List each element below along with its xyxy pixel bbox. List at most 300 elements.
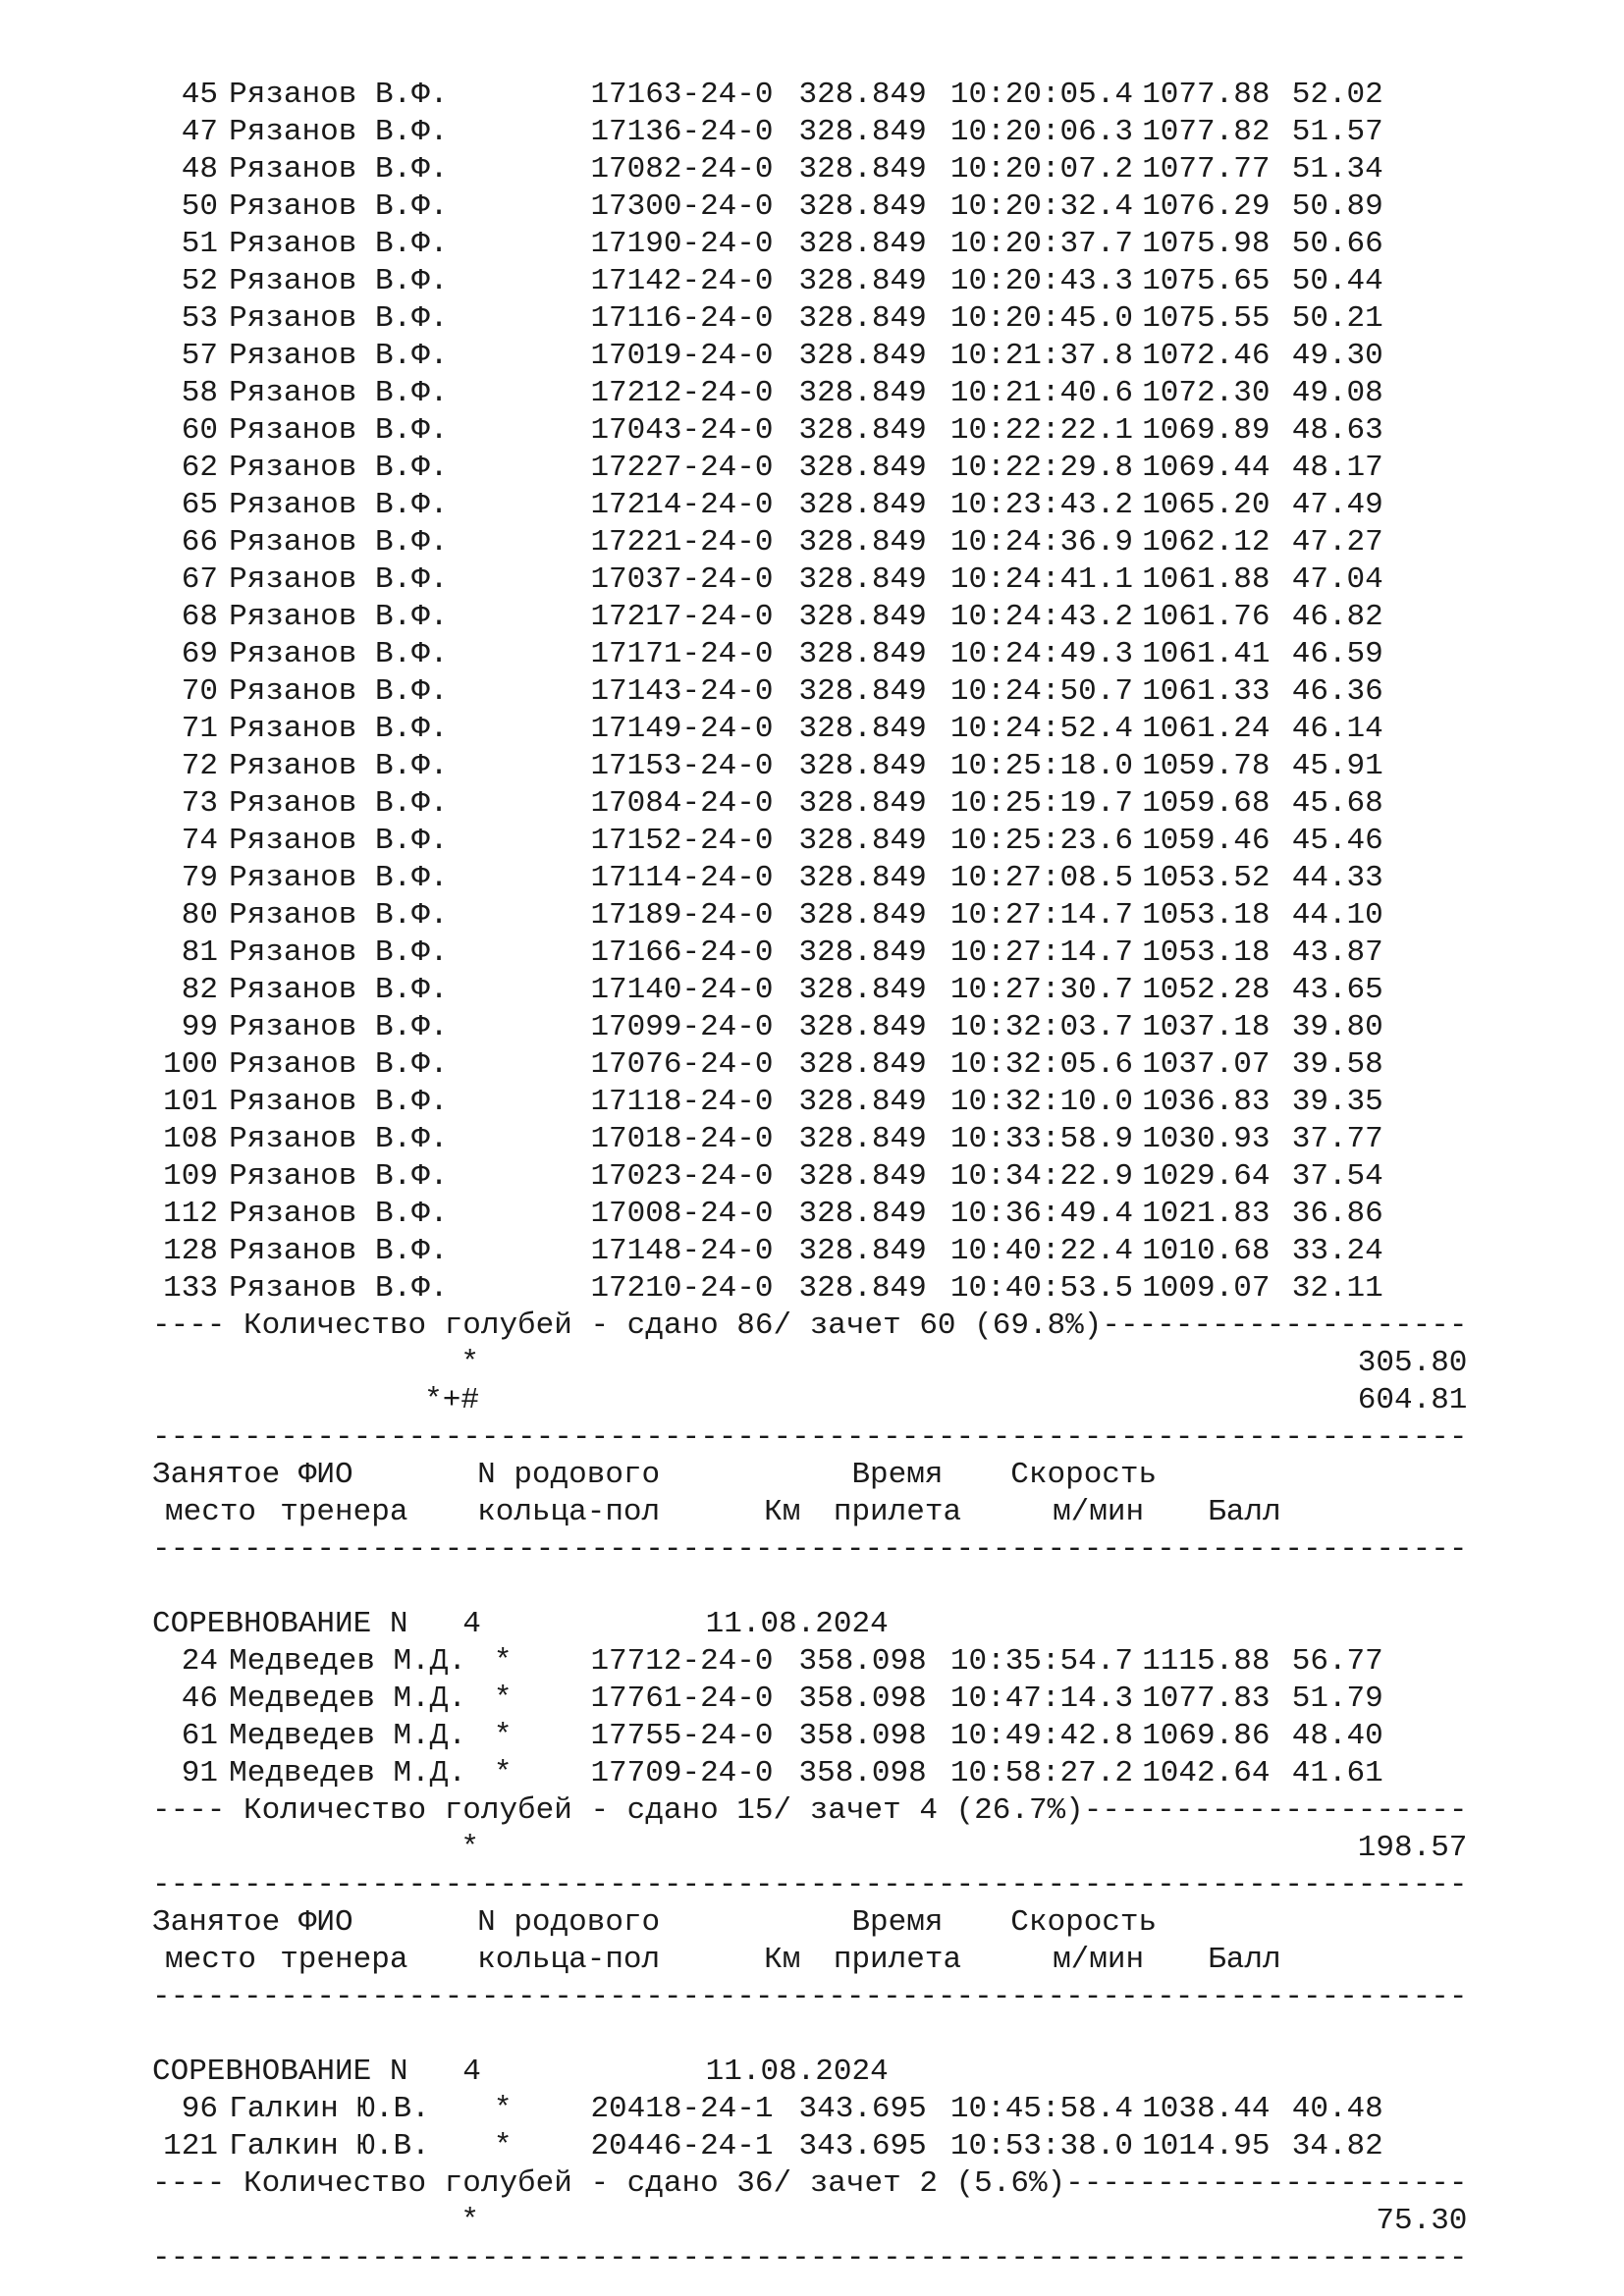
ring-number: 20418-24-1: [590, 2092, 774, 2126]
summary-text: ---- Количество голубей - сдано 86/ зачет 60 (69.8%)--------------------: [152, 1308, 1468, 1343]
ring-number: 17148-24-0: [590, 1234, 774, 1268]
star-mark: *: [493, 1719, 513, 1753]
total-line: [152, 1345, 1467, 1382]
arrival-time: 10:33:58.9: [949, 1122, 1133, 1156]
result-row: [152, 1681, 1467, 1718]
result-row: [152, 823, 1467, 860]
header-speed: м/мин: [1053, 1495, 1145, 1529]
speed-value: 1053.18: [1142, 935, 1271, 970]
points-value: 50.66: [1291, 227, 1383, 261]
result-row: [152, 636, 1467, 673]
result-row: [152, 2128, 1467, 2165]
place-cell: 96: [181, 2092, 218, 2126]
trainer-name: Рязанов В.Ф.: [229, 189, 449, 224]
place-cell: 24: [181, 1644, 218, 1679]
blank-line: [152, 2016, 1467, 2054]
points-value: 44.33: [1291, 861, 1383, 895]
trainer-name: Рязанов В.Ф.: [229, 115, 449, 149]
arrival-time: 10:35:54.7: [949, 1644, 1133, 1679]
ring-number: 17709-24-0: [590, 1756, 774, 1790]
place-cell: 73: [181, 786, 218, 821]
trainer-name: Медведев М.Д.: [229, 1644, 466, 1679]
distance-km: 328.849: [798, 898, 927, 933]
distance-km: 328.849: [798, 1197, 927, 1231]
speed-value: 1072.30: [1142, 376, 1271, 410]
result-row: [152, 748, 1467, 785]
result-row: [152, 263, 1467, 300]
ring-number: 17212-24-0: [590, 376, 774, 410]
arrival-time: 10:20:07.2: [949, 152, 1133, 187]
header-speed: м/мин: [1053, 1943, 1145, 1977]
distance-km: 328.849: [798, 376, 927, 410]
arrival-time: 10:24:36.9: [949, 525, 1133, 560]
points-value: 46.14: [1291, 712, 1383, 746]
speed-value: 1075.98: [1142, 227, 1271, 261]
header-km: Км: [764, 1495, 801, 1529]
place-cell: 99: [181, 1010, 218, 1044]
result-row: [152, 972, 1467, 1009]
place-cell: 100: [163, 1047, 218, 1082]
points-value: 43.65: [1291, 973, 1383, 1007]
points-value: 45.91: [1291, 749, 1383, 783]
ring-number: 17023-24-0: [590, 1159, 774, 1194]
ring-number: 17082-24-0: [590, 152, 774, 187]
result-row: [152, 226, 1467, 263]
ring-number: 17166-24-0: [590, 935, 774, 970]
ring-number: 17043-24-0: [590, 413, 774, 448]
arrival-time: 10:24:49.3: [949, 637, 1133, 671]
trainer-name: Рязанов В.Ф.: [229, 413, 449, 448]
points-value: 45.46: [1291, 824, 1383, 858]
speed-value: 1061.24: [1142, 712, 1271, 746]
points-value: 39.35: [1291, 1085, 1383, 1119]
place-cell: 61: [181, 1719, 218, 1753]
header-time: прилета: [833, 1495, 962, 1529]
points-value: 47.27: [1291, 525, 1383, 560]
trainer-name: Медведев М.Д.: [229, 1719, 466, 1753]
arrival-time: 10:24:43.2: [949, 600, 1133, 634]
place-cell: 71: [181, 712, 218, 746]
trainer-name: Рязанов В.Ф.: [229, 1047, 449, 1082]
header-name: ФИО: [298, 1905, 353, 1940]
trainer-name: Галкин Ю.В.: [229, 2129, 430, 2163]
trainer-name: Рязанов В.Ф.: [229, 935, 449, 970]
column-header-row: [152, 1904, 1467, 1942]
arrival-time: 10:25:18.0: [949, 749, 1133, 783]
points-value: 50.44: [1291, 264, 1383, 298]
arrival-time: 10:22:22.1: [949, 413, 1133, 448]
distance-km: 328.849: [798, 78, 927, 112]
points-value: 49.30: [1291, 339, 1383, 373]
header-name: ФИО: [298, 1458, 353, 1492]
trainer-name: Рязанов В.Ф.: [229, 712, 449, 746]
star-mark: *: [493, 1756, 513, 1790]
points-value: 32.11: [1291, 1271, 1383, 1306]
trainer-name: Рязанов В.Ф.: [229, 1010, 449, 1044]
ring-number: 17712-24-0: [590, 1644, 774, 1679]
header-speed: Скорость: [1010, 1905, 1158, 1940]
rule-line: [152, 1531, 1467, 1569]
trainer-name: Рязанов В.Ф.: [229, 264, 449, 298]
trainer-name: Рязанов В.Ф.: [229, 451, 449, 485]
trainer-name: Медведев М.Д.: [229, 1682, 466, 1716]
points-value: 44.10: [1291, 898, 1383, 933]
distance-km: 328.849: [798, 562, 927, 597]
points-value: 36.86: [1291, 1197, 1383, 1231]
trainer-name: Рязанов В.Ф.: [229, 301, 449, 336]
arrival-time: 10:21:40.6: [949, 376, 1133, 410]
arrival-time: 10:45:58.4: [949, 2092, 1133, 2126]
ring-number: 17140-24-0: [590, 973, 774, 1007]
arrival-time: 10:40:22.4: [949, 1234, 1133, 1268]
header-name: тренера: [280, 1943, 408, 1977]
competition-line: [152, 2054, 1467, 2091]
header-time: прилета: [833, 1943, 962, 1977]
distance-km: 328.849: [798, 824, 927, 858]
arrival-time: 10:27:30.7: [949, 973, 1133, 1007]
result-row: [152, 2091, 1467, 2128]
arrival-time: 10:24:52.4: [949, 712, 1133, 746]
competition-label: СОРЕВНОВАНИЕ N 4: [152, 2055, 481, 2089]
distance-km: 358.098: [798, 1756, 927, 1790]
trainer-name: Медведев М.Д.: [229, 1756, 466, 1790]
points-value: 33.24: [1291, 1234, 1383, 1268]
trainer-name: Рязанов В.Ф.: [229, 861, 449, 895]
place-cell: 101: [163, 1085, 218, 1119]
result-row: [152, 1084, 1467, 1121]
speed-value: 1061.41: [1142, 637, 1271, 671]
trainer-name: Рязанов В.Ф.: [229, 786, 449, 821]
ring-number: 17210-24-0: [590, 1271, 774, 1306]
distance-km: 328.849: [798, 525, 927, 560]
header-place: Занятое: [152, 1905, 281, 1940]
arrival-time: 10:20:43.3: [949, 264, 1133, 298]
points-value: 41.61: [1291, 1756, 1383, 1790]
arrival-time: 10:24:41.1: [949, 562, 1133, 597]
trainer-name: Рязанов В.Ф.: [229, 227, 449, 261]
total-mark: *+#: [424, 1383, 479, 1417]
total-value: 75.30: [1376, 2204, 1468, 2238]
total-mark: *: [460, 1831, 479, 1865]
total-line: [152, 2203, 1467, 2240]
ring-number: 17214-24-0: [590, 488, 774, 522]
competition-date: 11.08.2024: [705, 1607, 889, 1641]
speed-value: 1042.64: [1142, 1756, 1271, 1790]
rule-line: [152, 2240, 1467, 2277]
result-row: [152, 1233, 1467, 1270]
ring-number: 17190-24-0: [590, 227, 774, 261]
points-value: 45.68: [1291, 786, 1383, 821]
ring-number: 17217-24-0: [590, 600, 774, 634]
speed-value: 1059.68: [1142, 786, 1271, 821]
arrival-time: 10:32:10.0: [949, 1085, 1133, 1119]
result-row: [152, 375, 1467, 412]
ring-number: 17116-24-0: [590, 301, 774, 336]
points-value: 43.87: [1291, 935, 1383, 970]
competition-label: СОРЕВНОВАНИЕ N 4: [152, 1607, 481, 1641]
speed-value: 1077.77: [1142, 152, 1271, 187]
speed-value: 1115.88: [1142, 1644, 1271, 1679]
trainer-name: Рязанов В.Ф.: [229, 78, 449, 112]
arrival-time: 10:24:50.7: [949, 674, 1133, 709]
speed-value: 1061.88: [1142, 562, 1271, 597]
distance-km: 358.098: [798, 1719, 927, 1753]
arrival-time: 10:20:37.7: [949, 227, 1133, 261]
distance-km: 328.849: [798, 600, 927, 634]
header-ring: N родового: [477, 1905, 661, 1940]
distance-km: 328.849: [798, 861, 927, 895]
distance-km: 328.849: [798, 115, 927, 149]
result-row: [152, 711, 1467, 748]
speed-value: 1069.86: [1142, 1719, 1271, 1753]
result-row: [152, 1046, 1467, 1084]
speed-value: 1059.78: [1142, 749, 1271, 783]
points-value: 37.77: [1291, 1122, 1383, 1156]
place-cell: 47: [181, 115, 218, 149]
star-mark: *: [493, 2129, 513, 2163]
result-row: [152, 77, 1467, 114]
arrival-time: 10:25:19.7: [949, 786, 1133, 821]
distance-km: 328.849: [798, 1010, 927, 1044]
header-name: тренера: [280, 1495, 408, 1529]
ring-number: 17118-24-0: [590, 1085, 774, 1119]
points-value: 34.82: [1291, 2129, 1383, 2163]
result-row: [152, 188, 1467, 226]
distance-km: 328.849: [798, 712, 927, 746]
place-cell: 68: [181, 600, 218, 634]
competition-date: 11.08.2024: [705, 2055, 889, 2089]
points-value: 48.40: [1291, 1719, 1383, 1753]
trainer-name: Рязанов В.Ф.: [229, 1122, 449, 1156]
place-cell: 112: [163, 1197, 218, 1231]
distance-km: 328.849: [798, 674, 927, 709]
place-cell: 109: [163, 1159, 218, 1194]
place-cell: 65: [181, 488, 218, 522]
speed-value: 1037.18: [1142, 1010, 1271, 1044]
trainer-name: Рязанов В.Ф.: [229, 1159, 449, 1194]
speed-value: 1059.46: [1142, 824, 1271, 858]
trainer-name: Рязанов В.Ф.: [229, 749, 449, 783]
distance-km: 328.849: [798, 339, 927, 373]
speed-value: 1075.65: [1142, 264, 1271, 298]
result-row: [152, 1718, 1467, 1755]
total-mark: *: [460, 1346, 479, 1380]
summary-line: [152, 1792, 1467, 1830]
result-row: [152, 785, 1467, 823]
result-row: [152, 1270, 1467, 1308]
trainer-name: Рязанов В.Ф.: [229, 637, 449, 671]
place-cell: 74: [181, 824, 218, 858]
distance-km: 328.849: [798, 749, 927, 783]
points-value: 50.89: [1291, 189, 1383, 224]
speed-value: 1065.20: [1142, 488, 1271, 522]
points-value: 56.77: [1291, 1644, 1383, 1679]
speed-value: 1077.82: [1142, 115, 1271, 149]
points-value: 51.57: [1291, 115, 1383, 149]
ring-number: 17019-24-0: [590, 339, 774, 373]
ring-number: 17076-24-0: [590, 1047, 774, 1082]
result-row: [152, 114, 1467, 151]
header-points: Балл: [1208, 1495, 1281, 1529]
distance-km: 328.849: [798, 973, 927, 1007]
result-row: [152, 450, 1467, 487]
ring-number: 17037-24-0: [590, 562, 774, 597]
result-row: [152, 1755, 1467, 1792]
arrival-time: 10:47:14.3: [949, 1682, 1133, 1716]
rule: ------------------------------------------------------------------------: [152, 1420, 1468, 1455]
place-cell: 51: [181, 227, 218, 261]
distance-km: 328.849: [798, 1047, 927, 1082]
ring-number: 17300-24-0: [590, 189, 774, 224]
result-row: [152, 524, 1467, 561]
arrival-time: 10:32:03.7: [949, 1010, 1133, 1044]
column-header-row: [152, 1494, 1467, 1531]
points-value: 51.34: [1291, 152, 1383, 187]
header-place: место: [165, 1495, 257, 1529]
ring-number: 17142-24-0: [590, 264, 774, 298]
arrival-time: 10:36:49.4: [949, 1197, 1133, 1231]
header-ring: кольца-пол: [477, 1943, 661, 1977]
column-header-row: [152, 1457, 1467, 1494]
total-value: 305.80: [1357, 1346, 1468, 1380]
speed-value: 1069.44: [1142, 451, 1271, 485]
arrival-time: 10:32:05.6: [949, 1047, 1133, 1082]
ring-number: 17008-24-0: [590, 1197, 774, 1231]
speed-value: 1062.12: [1142, 525, 1271, 560]
speed-value: 1009.07: [1142, 1271, 1271, 1306]
distance-km: 328.849: [798, 1271, 927, 1306]
result-row: [152, 860, 1467, 897]
blank-line: [152, 1569, 1467, 1606]
ring-number: 17018-24-0: [590, 1122, 774, 1156]
points-value: 48.17: [1291, 451, 1383, 485]
distance-km: 328.849: [798, 264, 927, 298]
summary-line: [152, 1308, 1467, 1345]
summary-text: ---- Количество голубей - сдано 15/ зачет 4 (26.7%)---------------------: [152, 1793, 1468, 1828]
place-cell: 80: [181, 898, 218, 933]
points-value: 51.79: [1291, 1682, 1383, 1716]
distance-km: 343.695: [798, 2092, 927, 2126]
result-row: [152, 897, 1467, 934]
arrival-time: 10:20:05.4: [949, 78, 1133, 112]
arrival-time: 10:25:23.6: [949, 824, 1133, 858]
place-cell: 48: [181, 152, 218, 187]
place-cell: 121: [163, 2129, 218, 2163]
header-time: Время: [851, 1905, 944, 1940]
place-cell: 46: [181, 1682, 218, 1716]
distance-km: 328.849: [798, 1085, 927, 1119]
trainer-name: Рязанов В.Ф.: [229, 525, 449, 560]
speed-value: 1076.29: [1142, 189, 1271, 224]
ring-number: 17153-24-0: [590, 749, 774, 783]
speed-value: 1010.68: [1142, 1234, 1271, 1268]
rule: ------------------------------------------------------------------------: [152, 1868, 1468, 1902]
trainer-name: Галкин Ю.В.: [229, 2092, 430, 2126]
points-value: 52.02: [1291, 78, 1383, 112]
ring-number: 17227-24-0: [590, 451, 774, 485]
arrival-time: 10:27:14.7: [949, 935, 1133, 970]
speed-value: 1077.83: [1142, 1682, 1271, 1716]
place-cell: 62: [181, 451, 218, 485]
speed-value: 1014.95: [1142, 2129, 1271, 2163]
result-row: [152, 151, 1467, 188]
distance-km: 328.849: [798, 189, 927, 224]
speed-value: 1038.44: [1142, 2092, 1271, 2126]
total-mark: *: [460, 2204, 479, 2238]
place-cell: 52: [181, 264, 218, 298]
place-cell: 128: [163, 1234, 218, 1268]
trainer-name: Рязанов В.Ф.: [229, 339, 449, 373]
result-row: [152, 1009, 1467, 1046]
result-row: [152, 1643, 1467, 1681]
arrival-time: 10:27:08.5: [949, 861, 1133, 895]
trainer-name: Рязанов В.Ф.: [229, 488, 449, 522]
header-place: Занятое: [152, 1458, 281, 1492]
distance-km: 328.849: [798, 301, 927, 336]
trainer-name: Рязанов В.Ф.: [229, 1234, 449, 1268]
distance-km: 328.849: [798, 1122, 927, 1156]
total-value: 604.81: [1357, 1383, 1468, 1417]
result-row: [152, 487, 1467, 524]
points-value: 46.36: [1291, 674, 1383, 709]
trainer-name: Рязанов В.Ф.: [229, 674, 449, 709]
header-ring: кольца-пол: [477, 1495, 661, 1529]
competition-line: [152, 1606, 1467, 1643]
speed-value: 1052.28: [1142, 973, 1271, 1007]
place-cell: 108: [163, 1122, 218, 1156]
ring-number: 17152-24-0: [590, 824, 774, 858]
distance-km: 343.695: [798, 2129, 927, 2163]
place-cell: 91: [181, 1756, 218, 1790]
arrival-time: 10:20:45.0: [949, 301, 1133, 336]
column-header-row: [152, 1942, 1467, 1979]
distance-km: 328.849: [798, 637, 927, 671]
header-speed: Скорость: [1010, 1458, 1158, 1492]
result-row: [152, 1121, 1467, 1158]
place-cell: 70: [181, 674, 218, 709]
result-row: [152, 599, 1467, 636]
ring-number: 17084-24-0: [590, 786, 774, 821]
speed-value: 1053.52: [1142, 861, 1271, 895]
ring-number: 17149-24-0: [590, 712, 774, 746]
trainer-name: Рязанов В.Ф.: [229, 1197, 449, 1231]
distance-km: 328.849: [798, 227, 927, 261]
distance-km: 328.849: [798, 451, 927, 485]
distance-km: 358.098: [798, 1644, 927, 1679]
star-mark: *: [493, 1682, 513, 1716]
ring-number: 17136-24-0: [590, 115, 774, 149]
place-cell: 72: [181, 749, 218, 783]
result-row: [152, 934, 1467, 972]
points-value: 40.48: [1291, 2092, 1383, 2126]
rule-line: [152, 1979, 1467, 2016]
result-row: [152, 338, 1467, 375]
result-row: [152, 673, 1467, 711]
distance-km: 328.849: [798, 786, 927, 821]
trainer-name: Рязанов В.Ф.: [229, 562, 449, 597]
header-km: Км: [764, 1943, 801, 1977]
header-points: Балл: [1208, 1943, 1281, 1977]
arrival-time: 10:20:06.3: [949, 115, 1133, 149]
points-value: 48.63: [1291, 413, 1383, 448]
arrival-time: 10:53:38.0: [949, 2129, 1133, 2163]
summary-line: [152, 2165, 1467, 2203]
ring-number: 20446-24-1: [590, 2129, 774, 2163]
points-value: 47.49: [1291, 488, 1383, 522]
place-cell: 67: [181, 562, 218, 597]
rule: ------------------------------------------------------------------------: [152, 1980, 1468, 2014]
points-value: 39.80: [1291, 1010, 1383, 1044]
